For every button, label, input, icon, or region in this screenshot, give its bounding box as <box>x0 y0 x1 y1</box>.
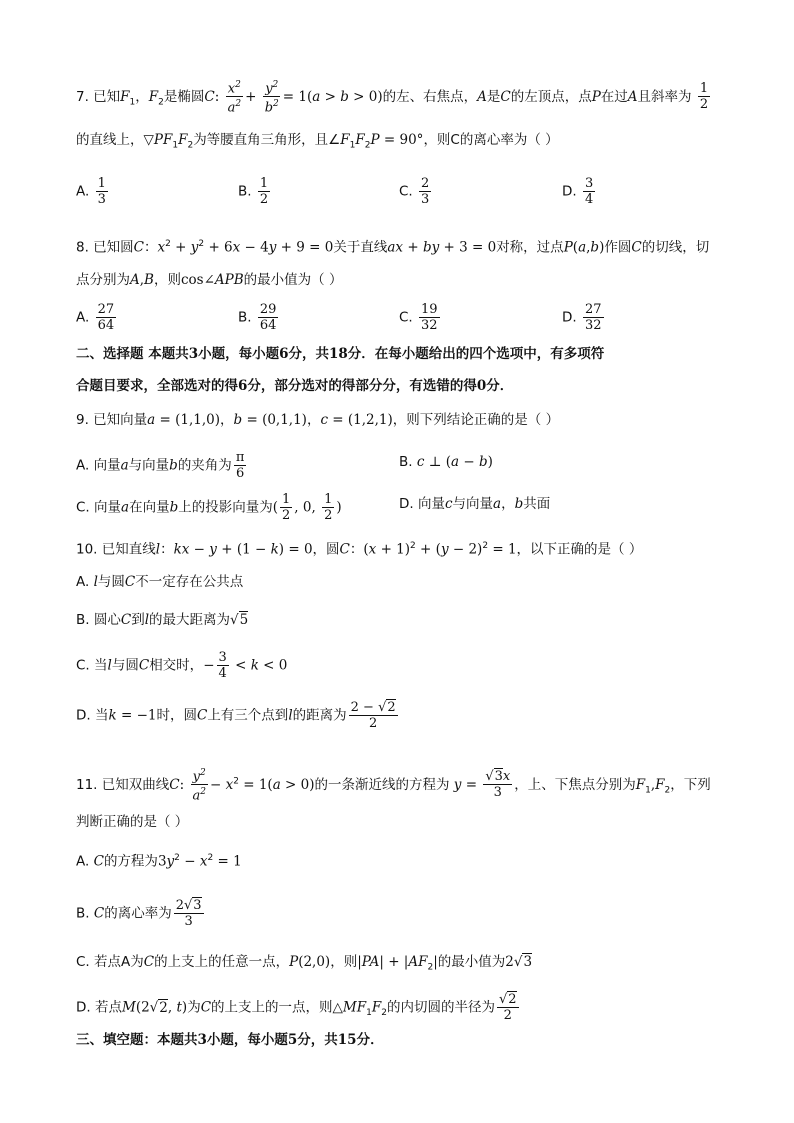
q8-option-a: A. $\frac{27}{64}$ <box>76 302 115 333</box>
q8-option-b: B. $\frac{29}{64}$ <box>238 302 277 333</box>
q7-option-d: D. $\frac{3}{4}$ <box>562 176 594 207</box>
q9-option-c: C. 向量a在向量b上的投影向量为( $\frac{1}{2}$ , 0, $\frac{1}{2}$ ) <box>76 492 342 523</box>
q10-option-d: D. 当k = −1时，圆C上有三个点到l的距离为 $\frac{2 - √2}{2}$ <box>76 700 396 731</box>
q10-option-c: C. 当l与圆C相交时，− $\frac{3}{4}$ < k < 0 <box>76 650 288 681</box>
q9-option-b: B. c ⊥ (a − b) <box>399 454 493 470</box>
section2-line2: 合题目要求，全部选对的得6分，部分选对的得部分分，有选错的得0分． <box>76 378 514 394</box>
q10-option-b: B. 圆心C到l的最大距离为√5 <box>76 612 249 628</box>
q7-option-c: C. $\frac{2}{3}$ <box>399 176 430 207</box>
q11-option-c: C. 若点A为C的上支上的任意一点，P(2,0)，则$|PA| + |AF_2|$的最小值为2√3 <box>76 954 533 973</box>
q11-line1: 11. 已知双曲线C: $\frac{y^2}{a^2}$ − $x^2 = 1(a > 0)$的一条渐近线的方程为 y = $\frac{√3x}{3}$ ，上、下焦点分别为$F_1,F_2$，下列 <box>76 768 711 804</box>
q7-option-a: A. $\frac{1}{3}$ <box>76 176 106 207</box>
q11-option-d: D. 若点M(2√2, t)为C的上支上的一点，则$\triangle MF_1F_2$的内切圆的半径为 $\frac{√2}{2}$ <box>76 992 517 1023</box>
q11-line2: 判断正确的是（ ） <box>76 814 189 830</box>
q7-option-b: B. $\frac{1}{2}$ <box>238 176 269 207</box>
q11-option-a: A. C的方程为$3y^2 - x^2 = 1$ <box>76 853 242 870</box>
q8-line2: 点分别为A,B，则cos∠APB的最小值为（ ） <box>76 272 343 288</box>
q7-line1: 7. 已知$F_1$，$F_2$是椭圆C: $\frac{x^2}{a^2}$ + $\frac{y^2}{b^2}$ = 1(a > b > 0)的左、右焦点，A是C的左顶点，点P在过A且斜率为 $\frac{1}{2}$ <box>76 80 709 116</box>
q8-option-d: D. $\frac{27}{32}$ <box>562 302 602 333</box>
q9-stem: 9. 已知向量a = (1,1,0)，b = (0,1,1)，c = (1,2,1)，则下列结论正确的是（ ） <box>76 412 560 428</box>
q8-option-c: C. $\frac{19}{32}$ <box>399 302 438 333</box>
q9-option-a: A. 向量a与向量b的夹角为 $\frac{\pi}{6}$ <box>76 450 245 481</box>
q10-option-a: A. l与圆C不一定存在公共点 <box>76 574 244 590</box>
section2-line1: 二、选择题 本题共3小题，每小题6分，共18分．在每小题给出的四个选项中，有多项符 <box>76 346 605 362</box>
q9-option-d: D. 向量c与向量a，b共面 <box>399 496 551 512</box>
q11-option-b: B. C的离心率为 $\frac{2√3}{3}$ <box>76 898 202 929</box>
q8-line1: 8. 已知圆C：$x^2 + y^2 + 6x - 4y + 9 = 0$关于直线ax + by + 3 = 0对称，过点P(a,b)作圆C的切线，切 <box>76 239 710 256</box>
section3-line1: 三、填空题：本题共3小题，每小题5分，共15分． <box>76 1032 384 1048</box>
q10-stem: 10. 已知直线l：kx − y + (1 − k) = 0，圆C：$(x + 1)^2 + (y - 2)^2 = 1$，以下正确的是（ ） <box>76 541 643 558</box>
q7-line2: 的直线上，$▽PF_1F_2$为等腰直角三角形，且$\angle F_1F_2P = 90^\circ$，则C的离心率为（ ） <box>76 132 559 151</box>
